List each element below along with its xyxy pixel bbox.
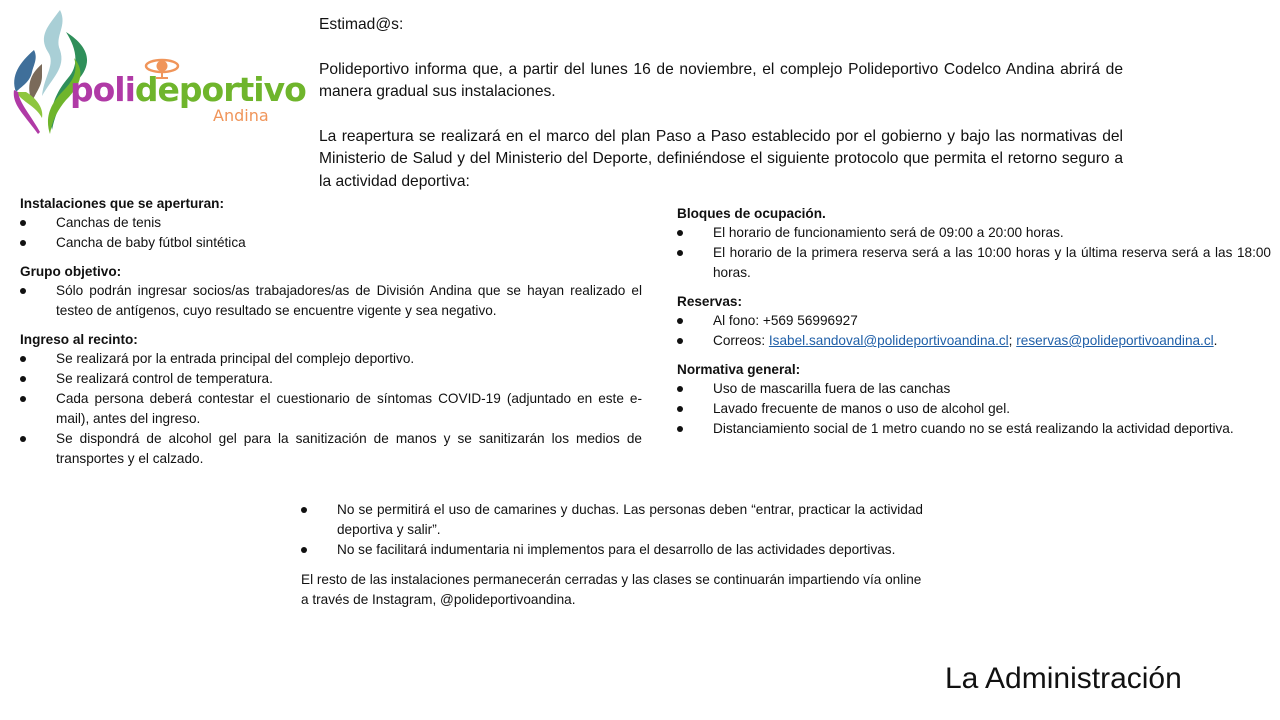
signature: La Administración [945,662,1182,695]
section-instalaciones [20,194,642,253]
list-item: Se realizará control de temperatura. [20,369,642,389]
list-item-emails: Correos: Isabel.sandoval@polideportivoandina.cl; reservas@polideportivoandina.cl. [677,331,1271,351]
bullet-icon [20,376,26,382]
logo-wordmark [70,70,306,109]
bullet-icon [677,338,683,344]
section-title: Bloques de ocupación. [677,206,826,221]
bullet-icon [20,288,26,294]
section-reservas [677,292,1271,351]
closing-paragraph: El resto de las instalaciones permanecerán cerradas y las clases se continuarán impartiendo vía online a través de Instagram, @polideportivoandina. [301,572,922,607]
list-item: Canchas de tenis [20,213,642,233]
intro-section [319,14,1123,193]
intro-paragraph-2: La reapertura se realizará en el marco del plan Paso a Paso establecido por el gobierno y bajo las normativas del Ministerio de Salud y del Ministerio del Deporte, definiéndose el siguiente protocolo que permita el retorno seguro a la actividad deportiva: [319,127,1123,190]
list-item: El horario de funcionamiento será de 09:00 a 20:00 horas. [677,223,1271,243]
email-link-reservas[interactable]: reservas@polideportivoandina.cl [1016,333,1214,348]
list-item: Se realizará por la entrada principal del complejo deportivo. [20,349,642,369]
bullet-icon [677,318,683,324]
section-title: Instalaciones que se aperturan: [20,196,224,211]
section-normativa [677,360,1271,439]
intro-paragraph-1: Polideportivo informa que, a partir del lunes 16 de noviembre, el complejo Polideportivo Codelco Andina abrirá de manera gradual sus instalaciones. [319,60,1123,100]
bullet-icon [301,547,307,553]
bullet-icon [20,396,26,402]
bullet-icon [677,386,683,392]
bottom-section [301,500,923,610]
list-item-phone: Al fono: +569 56996927 [677,311,1271,331]
list-item: Cancha de baby fútbol sintética [20,233,642,253]
email-link-isabel[interactable]: Isabel.sandoval@polideportivoandina.cl [768,333,1009,348]
logo-word-poli: poli [70,70,135,109]
right-column [677,204,1271,448]
greeting: Estimad@s: [319,16,404,33]
logo-subtitle: Andina [213,106,269,125]
left-column [20,194,642,478]
section-title: Normativa general: [677,362,801,377]
list-item: No se permitirá el uso de camarines y duchas. Las personas deben “entrar, practicar la actividad deportiva y salir”. [301,500,923,540]
section-title: Ingreso al recinto: [20,332,138,347]
list-item: Distanciamiento social de 1 metro cuando no se está realizando la actividad deportiva. [677,419,1271,439]
bullet-icon [677,250,683,256]
logo-word-deportivo: deportivo [134,70,306,109]
list-item: Cada persona deberá contestar el cuestionario de síntomas COVID-19 (adjuntado en este e-mail), antes del ingreso. [20,389,642,429]
bullet-icon [677,406,683,412]
bullet-icon [20,240,26,246]
bullet-icon [20,356,26,362]
list-item: El horario de la primera reserva será a las 10:00 horas y la última reserva será a las 18:00 horas. [677,243,1271,283]
bullet-icon [20,220,26,226]
list-item: Uso de mascarilla fuera de las canchas [677,379,1271,399]
section-ingreso [20,330,642,469]
list-item: Se dispondrá de alcohol gel para la sanitización de manos y se sanitizarán los medios de transportes y el calzado. [20,429,642,469]
polideportivo-logo [8,6,306,138]
bullet-icon [677,230,683,236]
section-grupo-objetivo [20,262,642,321]
list-item: Lavado frecuente de manos o uso de alcohol gel. [677,399,1271,419]
bullet-icon [20,436,26,442]
bullet-icon [301,507,307,513]
list-item: Sólo podrán ingresar socios/as trabajadores/as de División Andina que se hayan realizado el testeo de antígenos, cuyo resultado se encuentre vigente y sea negativo. [20,281,642,321]
section-title: Grupo objetivo: [20,264,122,279]
list-item: No se facilitará indumentaria ni implementos para el desarrollo de las actividades deportivas. [301,540,923,560]
bullet-icon [677,426,683,432]
section-bloques [677,204,1271,283]
section-title: Reservas: [677,294,742,309]
